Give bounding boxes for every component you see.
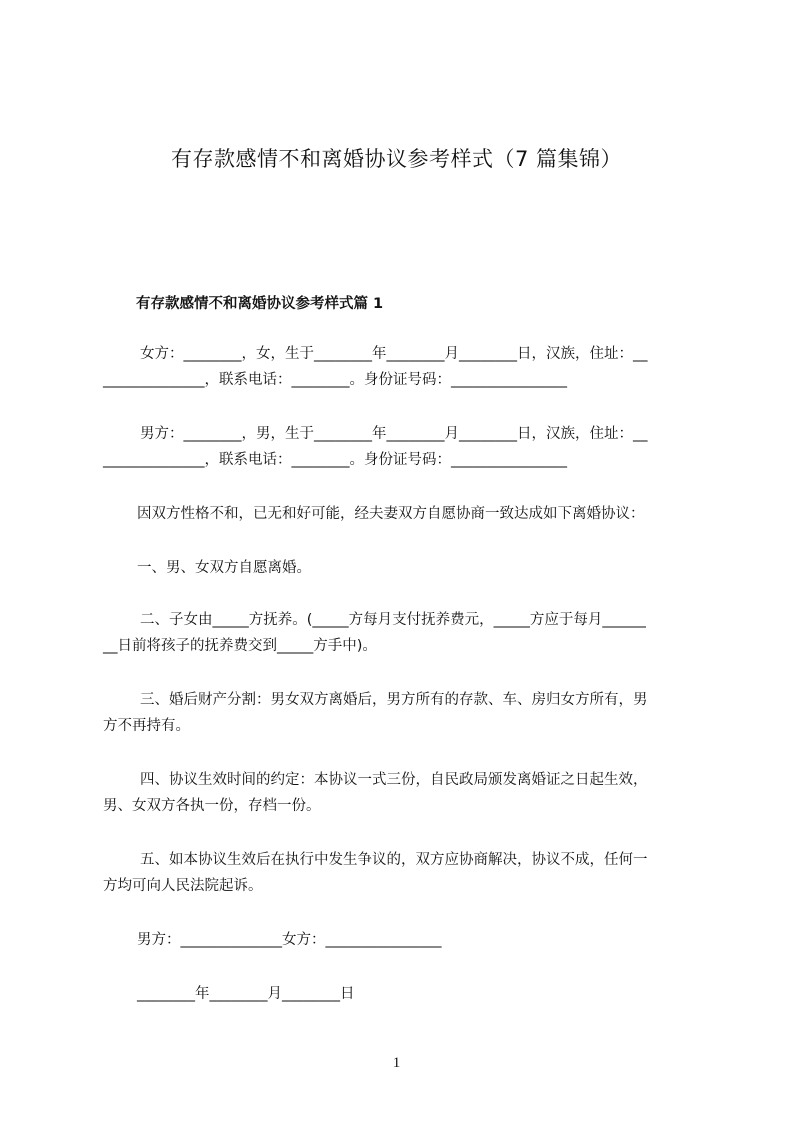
clause-2-line-2: __日前将孩子的抚养费交到_____方手中)。 — [103, 638, 377, 654]
clause-3-paragraph — [103, 687, 701, 739]
intro-line: 因双方性格不和，已无和好可能，经夫妻双方自愿协商一致达成如下离婚协议： — [137, 506, 645, 522]
wife-info-paragraph — [103, 341, 701, 393]
page-number: 1 — [392, 1055, 401, 1071]
wife-info-line-1: 女方：________，女，生于________年________月________日，汉族，住址：__ — [140, 346, 648, 362]
date-line: ________年________月________日 — [137, 986, 355, 1002]
document-title: 有存款感情不和离婚协议参考样式（7 篇集锦） — [170, 147, 623, 171]
section-heading: 有存款感情不和离婚协议参考样式篇 1 — [136, 296, 384, 312]
clause-5-line-1: 五、如本协议生效后在执行中发生争议的，双方应协商解决，协议不成，任何一 — [140, 852, 648, 868]
clause-2-line-1: 二、子女由_____方抚养。(_____方每月支付抚养费元，_____方应于每月______ — [140, 612, 646, 628]
clause-3-line-1: 三、婚后财产分割：男女双方离婚后，男方所有的存款、车、房归女方所有，男 — [140, 692, 648, 708]
signature-line: 男方：______________女方：________________ — [137, 932, 442, 948]
clause-1-paragraph — [103, 555, 701, 581]
clause-5-line-2: 方均可向人民法院起诉。 — [103, 878, 263, 894]
husband-info-paragraph — [103, 421, 701, 473]
clause-4-paragraph — [103, 767, 701, 819]
husband-info-line-1: 男方：________，男，生于________年________月________日，汉族，住址：__ — [140, 426, 648, 442]
clause-3-line-2: 方不再持有。 — [103, 718, 190, 734]
wife-info-line-2: ______________，联系电话：________。身份证号码：________________ — [103, 372, 567, 388]
husband-info-line-2: ______________，联系电话：________。身份证号码：________________ — [103, 452, 567, 468]
clause-5-paragraph — [103, 847, 701, 899]
clause-2-paragraph — [103, 607, 701, 659]
clause-4-line-2: 男、女双方各执一份，存档一份。 — [103, 798, 321, 814]
intro-paragraph — [103, 501, 701, 527]
clause-1-line: 一、男、女双方自愿离婚。 — [137, 560, 311, 576]
signature-paragraph — [103, 927, 701, 953]
clause-4-line-1: 四、协议生效时间的约定：本协议一式三份，自民政局颁发离婚证之日起生效， — [140, 772, 648, 788]
date-paragraph — [103, 981, 701, 1007]
